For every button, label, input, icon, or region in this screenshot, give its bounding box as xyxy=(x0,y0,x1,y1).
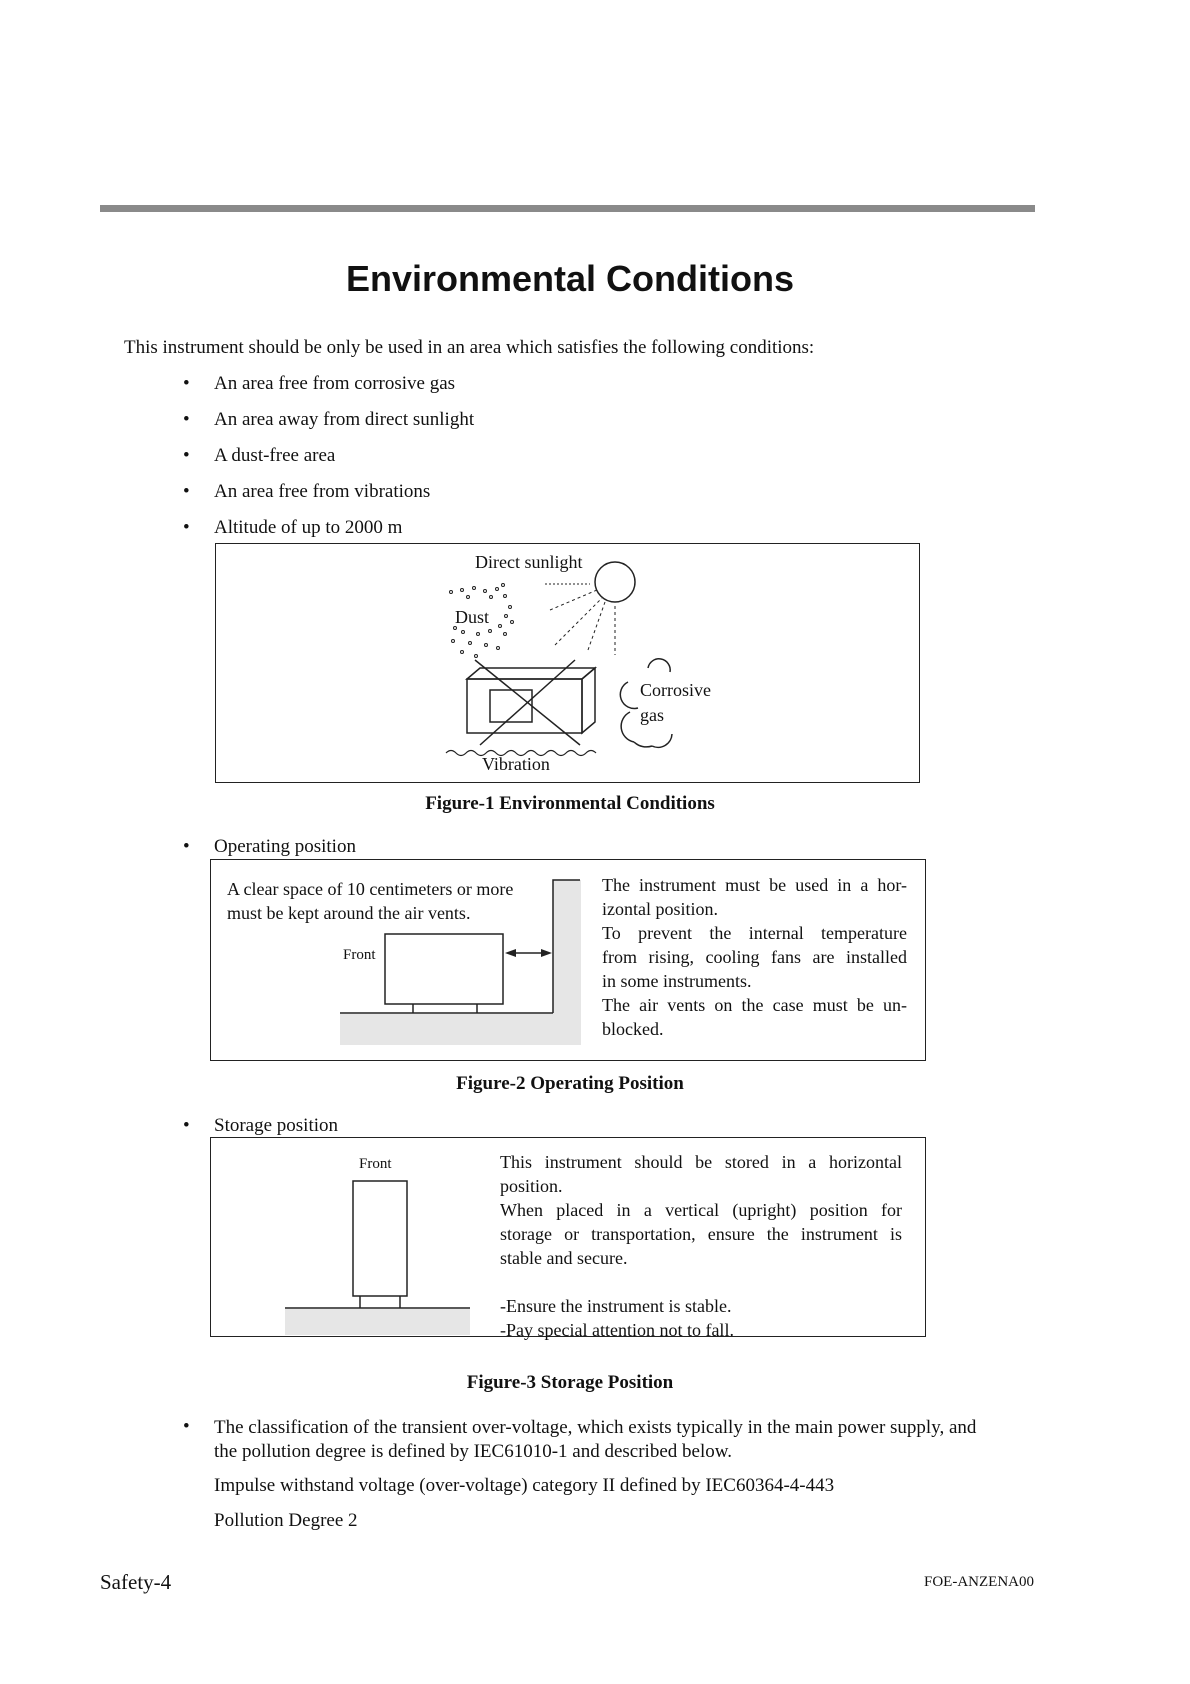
condition-item: An area free from vibrations xyxy=(214,481,431,502)
corrosive-label: Corrosive xyxy=(640,680,711,700)
operating-text-line: The air vents on the case must be un- xyxy=(602,995,907,1015)
operating-text-line: blocked. xyxy=(602,1019,664,1039)
bullet-symbol: • xyxy=(183,445,190,466)
storage-text-line: This instrument should be stored in a horizontal xyxy=(500,1152,902,1172)
operating-text-line: The instrument must be used in a hor- xyxy=(602,875,907,895)
classification-line: The classification of the transient over-voltage, which exists typically in the main power supply, and xyxy=(214,1417,977,1438)
operating-text-line: from rising, cooling fans are installed xyxy=(602,947,907,967)
classification-line: the pollution degree is defined by IEC61010-1 and described below. xyxy=(214,1441,732,1462)
storage-text-line: storage or transportation, ensure the instrument is xyxy=(500,1224,902,1244)
storage-text-line: position. xyxy=(500,1176,563,1196)
storage-heading: Storage position xyxy=(214,1115,339,1136)
bullet-symbol: • xyxy=(183,373,190,394)
figure-3-caption: Figure-3 Storage Position xyxy=(466,1372,674,1393)
operating-heading: Operating position xyxy=(214,836,356,857)
impulse-text: Impulse withstand voltage (over-voltage) category II defined by IEC60364-4-443 xyxy=(214,1475,835,1496)
condition-item: Altitude of up to 2000 m xyxy=(214,517,403,538)
storage-notes xyxy=(500,1294,902,1342)
operating-text-line: izontal position. xyxy=(602,899,718,919)
storage-text-line: When placed in a vertical (upright) position for xyxy=(500,1200,902,1220)
pollution-text: Pollution Degree 2 xyxy=(214,1510,358,1531)
storage-text-line: stable and secure. xyxy=(500,1248,628,1268)
clearance-note-line1: A clear space of 10 centimeters or more xyxy=(227,879,514,899)
condition-item: An area free from corrosive gas xyxy=(214,373,456,394)
dust-label: Dust xyxy=(455,607,490,627)
bullet-symbol: • xyxy=(183,481,190,502)
page-number: Safety-4 xyxy=(100,1570,172,1594)
bullet-symbol: • xyxy=(183,1115,190,1136)
operating-text-line: To prevent the internal temperature xyxy=(602,923,907,943)
front-label: Front xyxy=(343,947,376,963)
classification-paragraph xyxy=(214,1416,1044,1464)
page-title: Environmental Conditions xyxy=(345,258,794,299)
condition-item: A dust-free area xyxy=(214,445,336,466)
storage-note: -Pay special attention not to fall. xyxy=(500,1320,734,1340)
storage-note: -Ensure the instrument is stable. xyxy=(500,1296,732,1316)
storage-description xyxy=(500,1150,902,1270)
figure-1-caption: Figure-1 Environmental Conditions xyxy=(425,793,715,814)
bullet-symbol: • xyxy=(183,409,190,430)
document-code: FOE-ANZENA00 xyxy=(924,1574,1034,1590)
sunlight-label: Direct sunlight xyxy=(475,552,583,572)
operating-text-line: in some instruments. xyxy=(602,971,752,991)
bullet-symbol: • xyxy=(183,836,190,857)
gas-label: gas xyxy=(640,705,664,725)
bullet-symbol: • xyxy=(183,1416,190,1437)
vibration-label: Vibration xyxy=(482,754,550,774)
clearance-note-line2: must be kept around the air vents. xyxy=(227,903,471,923)
bullet-symbol: • xyxy=(183,517,190,538)
front-label: Front xyxy=(359,1156,392,1172)
figure-2-caption: Figure-2 Operating Position xyxy=(456,1073,684,1094)
condition-item: An area away from direct sunlight xyxy=(214,409,475,430)
intro-text: This instrument should be only be used in an area which satisfies the following conditions: xyxy=(124,337,815,358)
